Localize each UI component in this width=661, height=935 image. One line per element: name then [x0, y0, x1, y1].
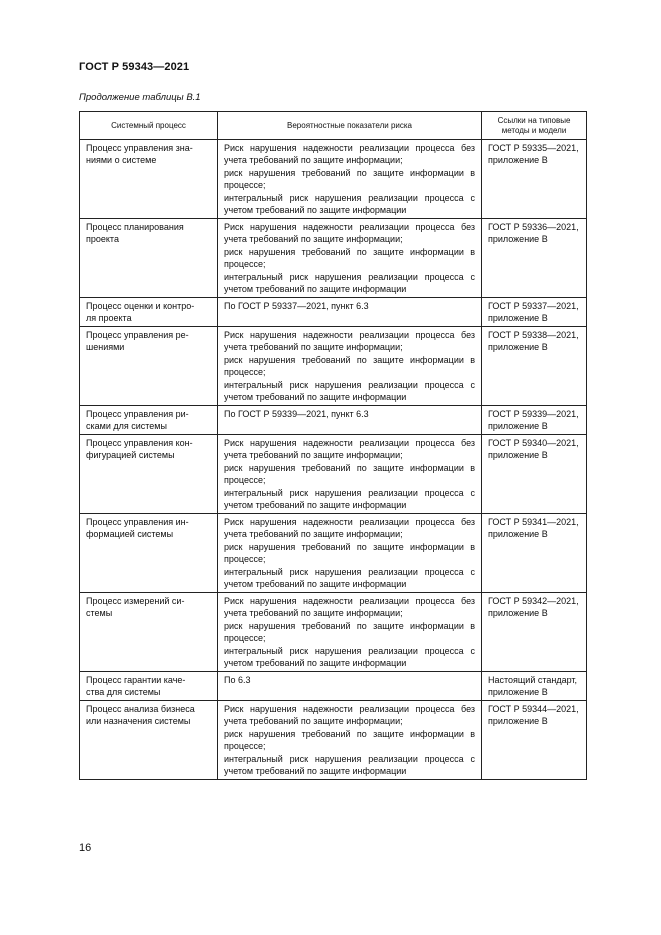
reference-cell	[482, 672, 587, 701]
reference-cell	[482, 701, 587, 780]
reference-text: ГОСТ Р 59336—2021, приложение В	[488, 222, 579, 244]
system-process-name: Процесс управления ин- формацией системы	[86, 517, 189, 539]
table-row	[80, 701, 587, 780]
system-process-cell	[80, 593, 218, 672]
reference-cell	[482, 514, 587, 593]
table-row	[80, 593, 587, 672]
risk-indicator-item: интегральный риск нарушения реализации процесса с учетом требований по защите информации	[224, 272, 475, 294]
column-header-references: Ссылки на типовые методы и модели	[482, 112, 587, 140]
risk-indicator-item: интегральный риск нарушения реализации процесса с учетом требований по защите информации	[224, 567, 475, 589]
system-process-cell	[80, 672, 218, 701]
risk-indicator-item: По ГОСТ Р 59337—2021, пункт 6.3	[224, 301, 369, 311]
risk-indicator-item: Риск нарушения надежности реализации процесса без учета требований по защите информации;	[224, 330, 475, 352]
risk-indicator-item: Риск нарушения надежности реализации процесса без учета требований по защите информации;	[224, 222, 475, 244]
risk-indicator-item: интегральный риск нарушения реализации процесса с учетом требований по защите информации	[224, 488, 475, 510]
page-number: 16	[79, 842, 92, 854]
system-process-name: Процесс управления кон- фигурацией системы	[86, 438, 193, 460]
reference-text: ГОСТ Р 59339—2021, приложение В	[488, 409, 579, 431]
risk-indicator-item: По ГОСТ Р 59339—2021, пункт 6.3	[224, 409, 369, 419]
system-process-name: Процесс оценки и контро- ля проекта	[86, 301, 195, 323]
risk-indicators-cell	[218, 327, 482, 406]
reference-cell	[482, 435, 587, 514]
reference-cell	[482, 406, 587, 435]
system-process-cell	[80, 701, 218, 780]
risk-indicators-cell	[218, 593, 482, 672]
column-header-indicators: Вероятностные показатели риска	[218, 112, 482, 140]
risk-indicators-cell	[218, 672, 482, 701]
reference-cell	[482, 327, 587, 406]
risk-indicator-item: риск нарушения требований по защите информации в процессе;	[224, 621, 475, 643]
reference-text: ГОСТ Р 59342—2021, приложение В	[488, 596, 579, 618]
reference-text: ГОСТ Р 59344—2021, приложение В	[488, 704, 579, 726]
risk-indicators-cell	[218, 140, 482, 219]
reference-text: ГОСТ Р 59340—2021, приложение В	[488, 438, 579, 460]
table-row	[80, 140, 587, 219]
table-header-row	[80, 112, 587, 140]
risk-indicator-item: риск нарушения требований по защите информации в процессе;	[224, 355, 475, 377]
system-process-name: Процесс управления зна- ниями о системе	[86, 143, 193, 165]
system-process-name: Процесс планирования проекта	[86, 222, 184, 244]
risk-indicator-item: Риск нарушения надежности реализации процесса без учета требований по защите информации;	[224, 517, 475, 539]
system-process-cell	[80, 406, 218, 435]
risk-indicator-item: По 6.3	[224, 675, 251, 685]
reference-cell	[482, 593, 587, 672]
risk-indicator-item: Риск нарушения надежности реализации процесса без учета требований по защите информации;	[224, 143, 475, 165]
system-process-cell	[80, 219, 218, 298]
risk-indicator-item: риск нарушения требований по защите информации в процессе;	[224, 463, 475, 485]
table-row	[80, 435, 587, 514]
risk-indicator-item: интегральный риск нарушения реализации процесса с учетом требований по защите информации	[224, 380, 475, 402]
system-process-name: Процесс управления ри- сками для системы	[86, 409, 189, 431]
system-process-cell	[80, 514, 218, 593]
risk-indicators-cell	[218, 514, 482, 593]
system-process-name: Процесс измерений си- стемы	[86, 596, 185, 618]
risk-indicators-table	[79, 111, 587, 780]
system-process-cell	[80, 140, 218, 219]
risk-indicator-item: интегральный риск нарушения реализации процесса с учетом требований по защите информации	[224, 646, 475, 668]
risk-indicators-cell	[218, 219, 482, 298]
risk-indicators-cell	[218, 701, 482, 780]
column-header-process: Системный процесс	[80, 112, 218, 140]
reference-cell	[482, 219, 587, 298]
risk-indicator-item: риск нарушения требований по защите информации в процессе;	[224, 729, 475, 751]
table-row	[80, 514, 587, 593]
table-body	[80, 140, 587, 780]
table-caption: Продолжение таблицы В.1	[79, 92, 201, 103]
risk-indicators-cell	[218, 298, 482, 327]
document-code-header: ГОСТ Р 59343—2021	[79, 61, 190, 73]
reference-text: ГОСТ Р 59335—2021, приложение В	[488, 143, 579, 165]
system-process-cell	[80, 298, 218, 327]
reference-text: ГОСТ Р 59341—2021, приложение В	[488, 517, 579, 539]
system-process-name: Процесс гарантии каче- ства для системы	[86, 675, 186, 697]
risk-indicator-item: риск нарушения требований по защите информации в процессе;	[224, 542, 475, 564]
system-process-name: Процесс управления ре- шениями	[86, 330, 189, 352]
reference-cell	[482, 140, 587, 219]
risk-indicator-item: интегральный риск нарушения реализации процесса с учетом требований по защите информации	[224, 193, 475, 215]
table-row	[80, 219, 587, 298]
system-process-cell	[80, 435, 218, 514]
reference-text: ГОСТ Р 59337—2021, приложение В	[488, 301, 579, 323]
reference-text: Настоящий стандарт, приложение В	[488, 675, 578, 697]
risk-indicator-item: Риск нарушения надежности реализации процесса без учета требований по защите информации;	[224, 438, 475, 460]
table-row	[80, 406, 587, 435]
table-row	[80, 672, 587, 701]
system-process-cell	[80, 327, 218, 406]
risk-indicator-item: интегральный риск нарушения реализации процесса с учетом требований по защите информации	[224, 754, 475, 776]
risk-indicator-item: Риск нарушения надежности реализации процесса без учета требований по защите информации;	[224, 596, 475, 618]
table-row	[80, 327, 587, 406]
system-process-name: Процесс анализа бизнеса или назначения системы	[86, 704, 195, 726]
reference-text: ГОСТ Р 59338—2021, приложение В	[488, 330, 579, 352]
table-row	[80, 298, 587, 327]
risk-indicators-cell	[218, 406, 482, 435]
risk-indicators-cell	[218, 435, 482, 514]
risk-indicator-item: риск нарушения требований по защите информации в процессе;	[224, 247, 475, 269]
reference-cell	[482, 298, 587, 327]
risk-indicator-item: Риск нарушения надежности реализации процесса без учета требований по защите информации;	[224, 704, 475, 726]
risk-indicator-item: риск нарушения требований по защите информации в процессе;	[224, 168, 475, 190]
